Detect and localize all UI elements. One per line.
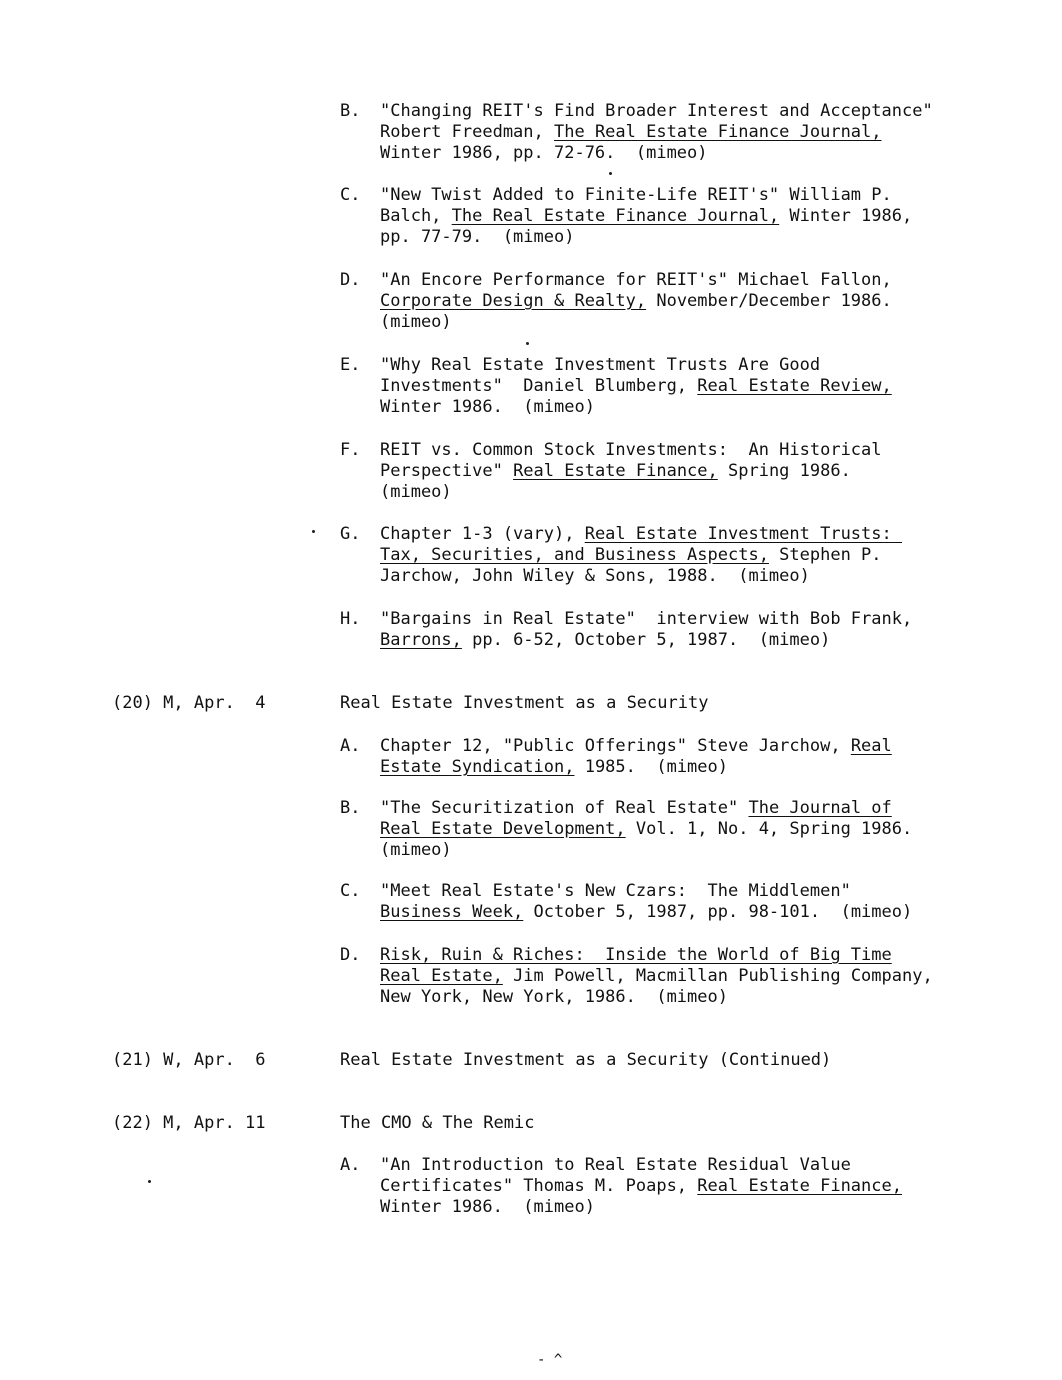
citation-text: "An Encore Performance for REIT's" Michael Fallon, — [380, 270, 892, 290]
citation-text: "New Twist Added to Finite-Life REIT's" William P. — [380, 185, 892, 205]
citation-line — [380, 1176, 902, 1197]
citation-line — [380, 819, 912, 840]
citation-text: (mimeo) — [380, 312, 452, 332]
publication-title: Real Estate, — [380, 966, 503, 986]
citation-line — [380, 609, 912, 630]
citation-line — [380, 798, 892, 819]
citation-line — [380, 736, 892, 757]
item-letter: H. — [340, 609, 361, 629]
item-letter: B. — [340, 798, 361, 818]
item-letter: F. — [340, 440, 361, 460]
citation-text: Chapter 1-3 (vary), — [380, 524, 585, 544]
citation-text: Winter 1986. (mimeo) — [380, 1197, 595, 1217]
citation-text: October 5, 1987, pp. 98-101. (mimeo) — [523, 902, 913, 922]
citation-line — [380, 101, 933, 122]
citation-text: "The Securitization of Real Estate" — [380, 798, 749, 818]
citation-line — [380, 291, 892, 312]
scan-speck — [312, 530, 315, 533]
publication-title: The Real Estate Finance Journal, — [554, 122, 882, 142]
citation-line — [380, 902, 912, 923]
publication-title: The Real Estate Finance Journal, — [451, 206, 780, 226]
citation-text: pp. 6-52, October 5, 1987. (mimeo) — [461, 630, 831, 650]
citation-text: "Changing REIT's Find Broader Interest and Acceptance" — [380, 101, 933, 121]
citation-line — [380, 881, 851, 902]
citation-line — [380, 524, 902, 545]
citation-line — [380, 1155, 851, 1176]
citation-line — [380, 185, 892, 206]
citation-text: "Bargains in Real Estate" interview with Bob Frank, — [380, 609, 913, 629]
page-number-mark: - ^ — [537, 1352, 563, 1368]
item-letter: A. — [340, 736, 361, 756]
session-title: Real Estate Investment as a Security (Continued) — [340, 1050, 832, 1070]
session-date: (20) M, Apr. 4 — [112, 693, 266, 713]
citation-line — [380, 840, 452, 861]
citation-line — [380, 566, 810, 587]
citation-line — [380, 440, 882, 461]
citation-text: Perspective" — [380, 461, 514, 481]
session-date: (21) W, Apr. 6 — [112, 1050, 266, 1070]
citation-line — [380, 143, 708, 164]
item-letter: A. — [340, 1155, 361, 1175]
citation-line — [380, 630, 830, 651]
citation-line — [380, 1197, 595, 1218]
publication-title: Real — [850, 736, 892, 756]
publication-title: Barrons, — [380, 630, 462, 650]
citation-text: "Meet Real Estate's New Czars: The Middlemen" — [380, 881, 851, 901]
item-letter: G. — [340, 524, 361, 544]
publication-title: Business Week, — [380, 902, 524, 922]
citation-text: Winter 1986, pp. 72-76. (mimeo) — [380, 143, 708, 163]
citation-text: November/December 1986. — [646, 291, 892, 311]
scan-speck — [609, 172, 612, 175]
citation-line — [380, 397, 595, 418]
citation-line — [380, 122, 882, 143]
session-date: (22) M, Apr. 11 — [112, 1113, 266, 1133]
publication-title: Risk, Ruin & Riches: Inside the World of Big Time — [380, 945, 892, 965]
item-letter: D. — [340, 945, 361, 965]
publication-title: Real Estate Review, — [697, 376, 892, 396]
citation-line — [380, 757, 728, 778]
item-letter: E. — [340, 355, 361, 375]
publication-title: Real Estate Finance, — [513, 461, 718, 481]
publication-title: Tax, Securities, and Business Aspects, — [380, 545, 769, 565]
citation-text: Certificates" Thomas M. Poaps, — [380, 1176, 698, 1196]
item-letter: C. — [340, 185, 361, 205]
citation-line — [380, 482, 452, 503]
citation-text: Spring 1986. — [717, 461, 851, 481]
publication-title: Estate Syndication, — [380, 757, 575, 777]
citation-text: Jim Powell, Macmillan Publishing Company, — [502, 966, 933, 986]
session-title: The CMO & The Remic — [340, 1113, 535, 1133]
citation-line — [380, 355, 820, 376]
publication-title: Real Estate Finance, — [697, 1176, 902, 1196]
citation-text: Winter 1986. (mimeo) — [380, 397, 595, 417]
citation-line — [380, 966, 933, 987]
citation-text: Chapter 12, "Public Offerings" Steve Jarchow, — [380, 736, 851, 756]
citation-text: 1985. (mimeo) — [574, 757, 728, 777]
publication-title: Real Estate Development, — [380, 819, 626, 839]
citation-text: (mimeo) — [380, 482, 452, 502]
item-letter: C. — [340, 881, 361, 901]
item-letter: B. — [340, 101, 361, 121]
citation-line — [380, 376, 892, 397]
session-title: Real Estate Investment as a Security — [340, 693, 709, 713]
publication-title: Real Estate Investment Trusts: — [584, 524, 902, 544]
citation-line — [380, 461, 851, 482]
scan-speck — [148, 1180, 151, 1183]
item-letter: D. — [340, 270, 361, 290]
citation-text: Investments" Daniel Blumberg, — [380, 376, 698, 396]
citation-line — [380, 312, 452, 333]
citation-line — [380, 270, 892, 291]
citation-line — [380, 545, 882, 566]
citation-text: New York, New York, 1986. (mimeo) — [380, 987, 728, 1007]
citation-text: "An Introduction to Real Estate Residual Value — [380, 1155, 851, 1175]
citation-text: Balch, — [380, 206, 452, 226]
citation-text: Vol. 1, No. 4, Spring 1986. — [625, 819, 913, 839]
citation-line — [380, 987, 728, 1008]
citation-text: Winter 1986, — [779, 206, 913, 226]
citation-text: (mimeo) — [380, 840, 452, 860]
citation-line — [380, 206, 912, 227]
citation-text: REIT vs. Common Stock Investments: An Historical — [380, 440, 882, 460]
citation-text: Stephen P. — [768, 545, 882, 565]
citation-text: pp. 77-79. (mimeo) — [380, 227, 575, 247]
citation-line — [380, 227, 574, 248]
citation-text: "Why Real Estate Investment Trusts Are Good — [380, 355, 821, 375]
citation-line — [380, 945, 892, 966]
citation-text: Robert Freedman, — [380, 122, 554, 142]
scan-speck — [526, 342, 529, 345]
citation-text: Jarchow, John Wiley & Sons, 1988. (mimeo) — [380, 566, 810, 586]
publication-title: The Journal of — [748, 798, 892, 818]
publication-title: Corporate Design & Realty, — [380, 291, 647, 311]
